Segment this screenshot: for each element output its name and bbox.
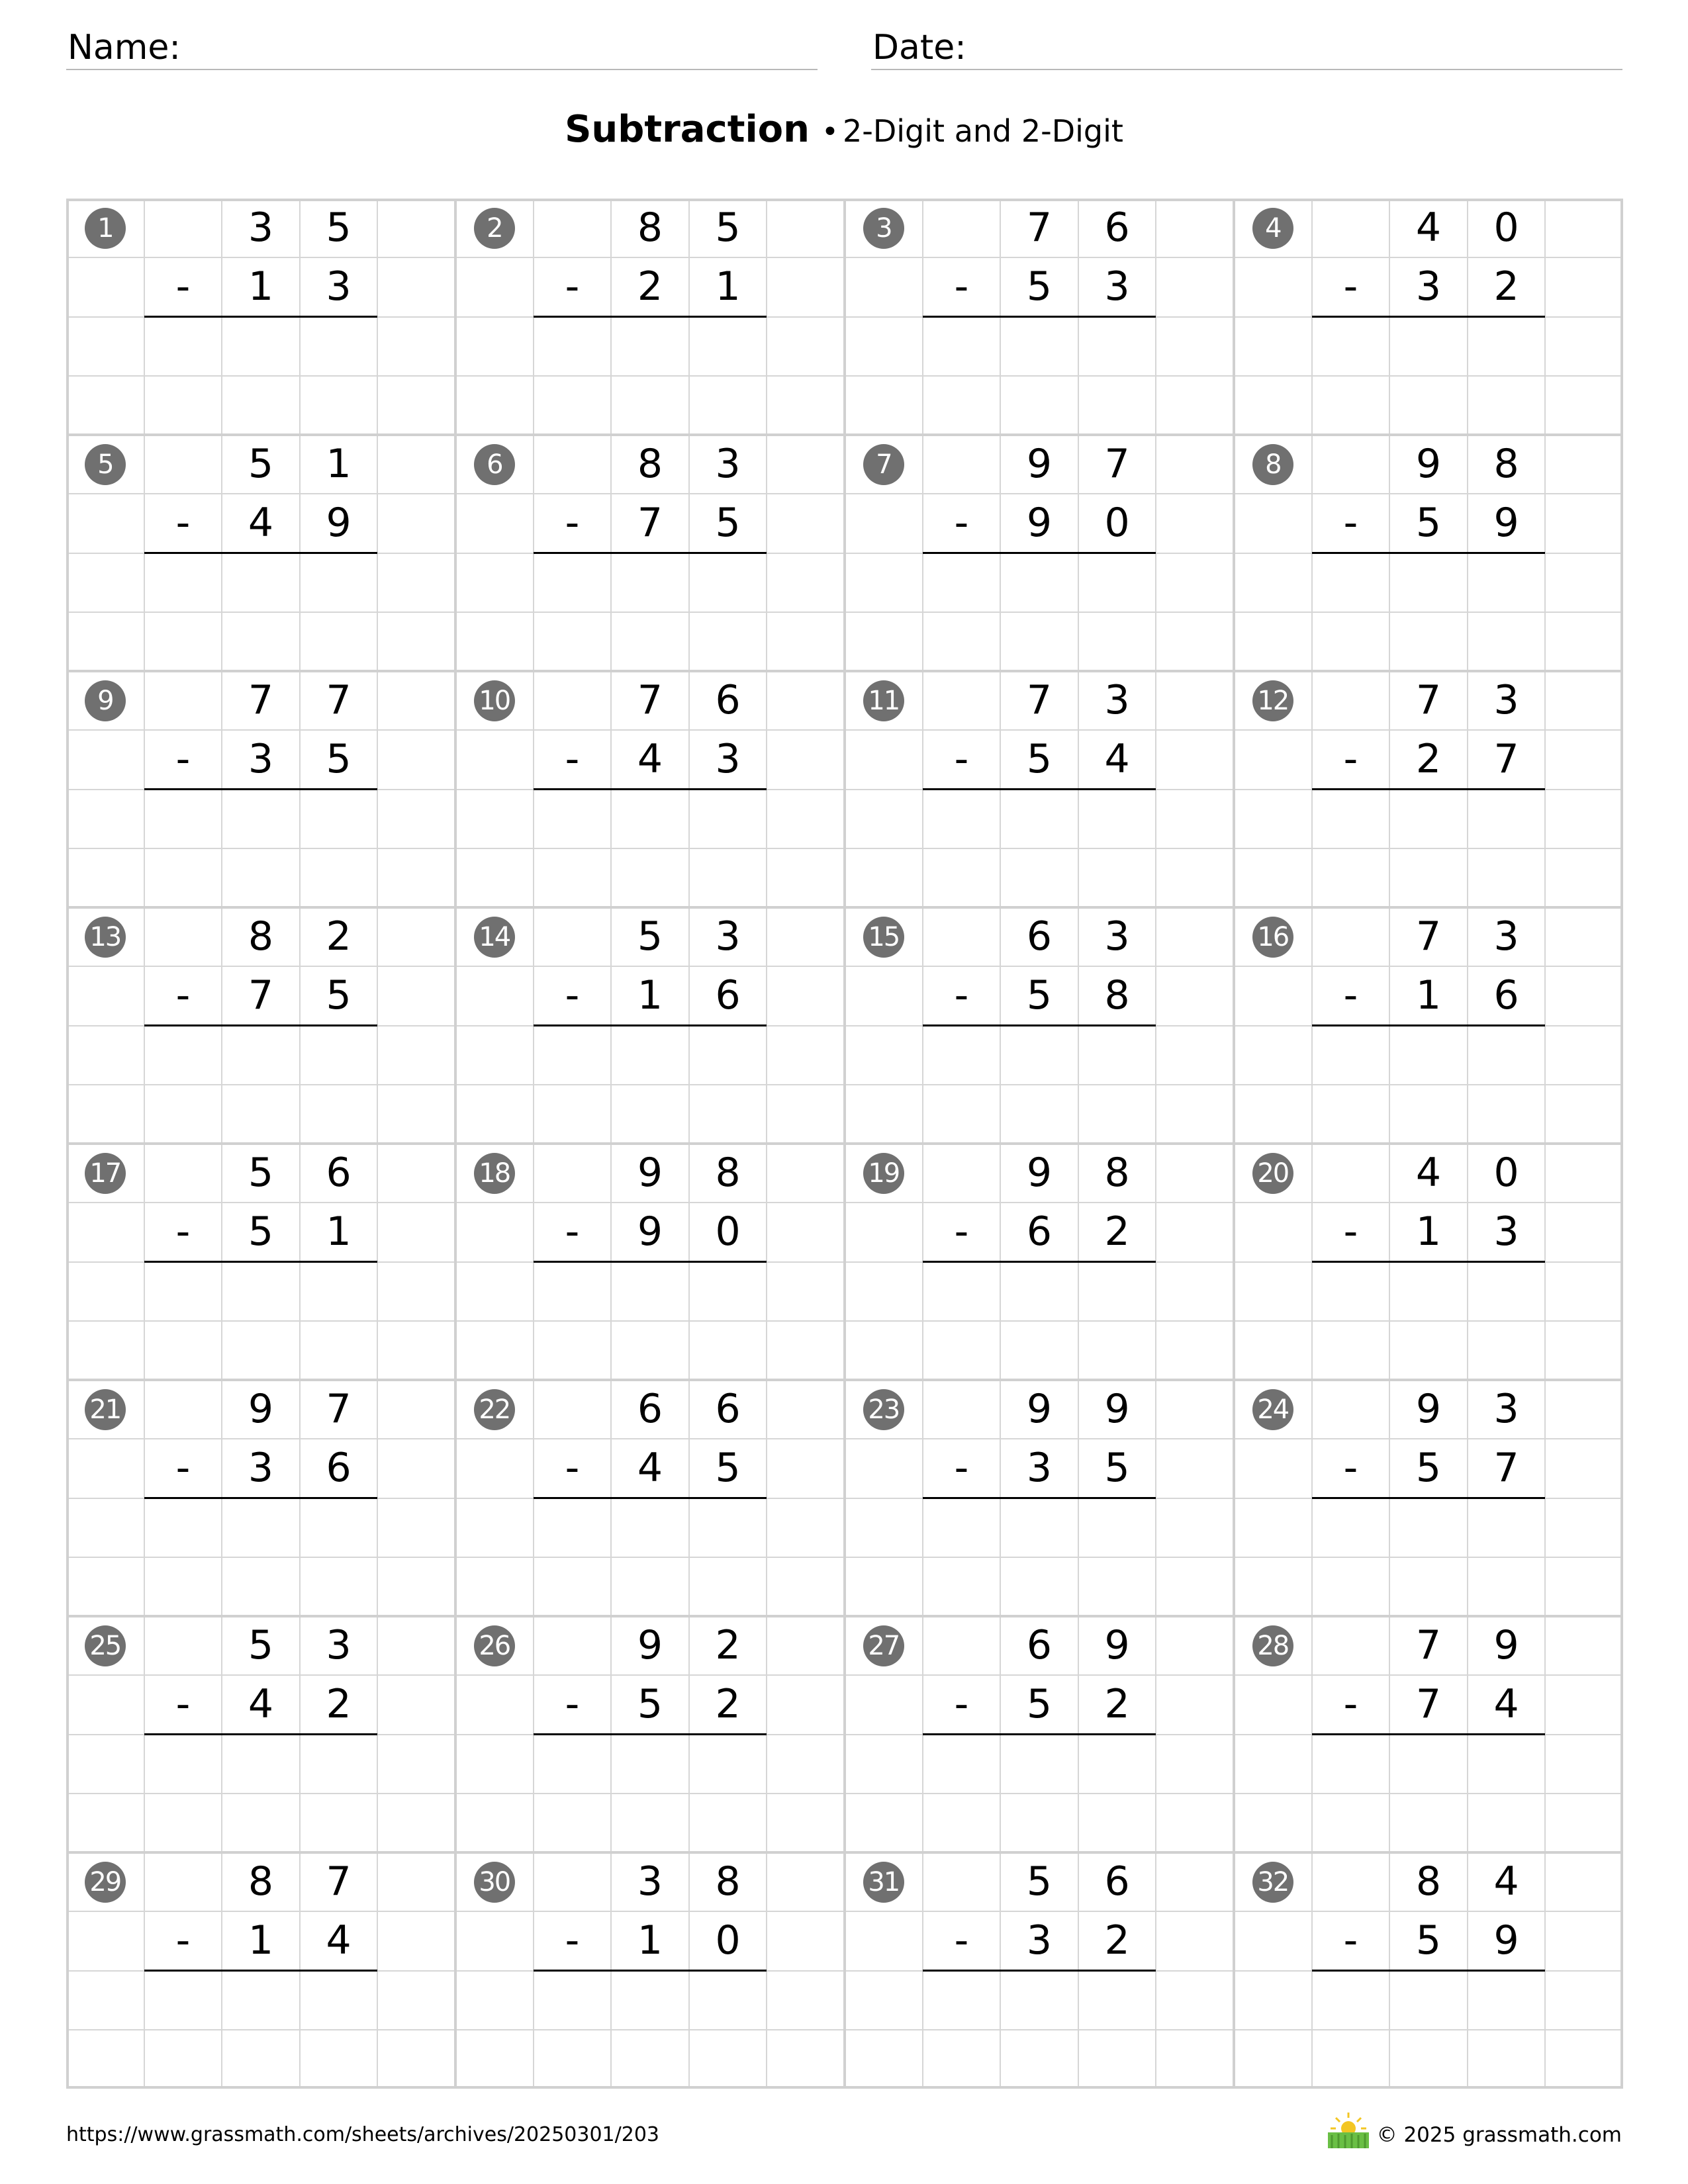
footer-copyright: © 2025 grassmath.com	[1376, 2123, 1622, 2147]
problem-number-badge: 11	[863, 680, 904, 721]
minus-sign: -	[1343, 1917, 1358, 1964]
problem	[455, 671, 845, 907]
subtrahend-digit: 1	[248, 263, 274, 310]
problem-number-badge: 21	[85, 1389, 126, 1430]
problem-number-badge: 31	[863, 1862, 904, 1903]
subtrahend-digit: 2	[1104, 1917, 1130, 1964]
problem	[455, 1144, 845, 1380]
answer-area[interactable]	[144, 790, 378, 848]
minuend-digit: 9	[1493, 1622, 1519, 1668]
answer-area[interactable]	[534, 1971, 767, 2030]
answer-area[interactable]	[534, 1026, 767, 1085]
minuend-digit: 3	[1104, 913, 1130, 960]
subtrahend-digit: 7	[637, 500, 663, 547]
minuend-digit: 8	[637, 441, 663, 487]
problem	[1234, 907, 1623, 1144]
problem-number-badge: 5	[85, 444, 126, 485]
problem	[1234, 1852, 1623, 2089]
minuend-digit: 3	[1493, 677, 1519, 723]
minuend-digit: 6	[1026, 913, 1053, 960]
problem-number-badge: 6	[474, 444, 515, 485]
subtrahend-digit: 4	[326, 1917, 352, 1964]
name-label: Name:	[68, 28, 181, 68]
subtrahend-digit: 4	[1493, 1681, 1519, 1728]
subtrahend-digit: 4	[248, 1681, 274, 1728]
minuend-digit: 8	[1493, 441, 1519, 487]
answer-area[interactable]	[1312, 553, 1546, 612]
minuend-digit: 5	[326, 205, 352, 251]
answer-area[interactable]	[1312, 1026, 1546, 1085]
answer-area[interactable]	[144, 1735, 378, 1794]
minuend-digit: 2	[715, 1622, 741, 1668]
problem-number-badge: 1	[85, 208, 126, 249]
problem	[455, 199, 845, 435]
minuend-digit: 9	[1026, 1150, 1053, 1196]
subtrahend-digit: 1	[326, 1208, 352, 1255]
problem	[1234, 435, 1623, 671]
minuend-digit: 3	[248, 205, 274, 251]
answer-area[interactable]	[144, 317, 378, 376]
minus-sign: -	[175, 1917, 191, 1964]
minuend-digit: 6	[1104, 1858, 1130, 1905]
date-label: Date:	[872, 28, 966, 68]
minuend-digit: 3	[637, 1858, 663, 1905]
minuend-digit: 4	[1415, 205, 1442, 251]
subtrahend-digit: 4	[637, 1445, 663, 1492]
minuend-digit: 7	[1026, 205, 1053, 251]
subtrahend-digit: 5	[326, 736, 352, 783]
problem	[1234, 1380, 1623, 1616]
problem	[455, 435, 845, 671]
answer-area[interactable]	[144, 1971, 378, 2030]
title-subtitle: 2-Digit and 2-Digit	[842, 113, 1123, 149]
problem-number-badge: 18	[474, 1153, 515, 1194]
minuend-digit: 3	[1104, 677, 1130, 723]
problem	[1234, 199, 1623, 435]
problem-number-badge: 32	[1252, 1862, 1293, 1903]
minuend-digit: 3	[715, 913, 741, 960]
problem	[66, 199, 455, 435]
grass-sun-logo-icon	[1327, 2109, 1370, 2150]
minuend-digit: 8	[1415, 1858, 1442, 1905]
problem-number-badge: 13	[85, 917, 126, 958]
minuend-digit: 5	[248, 1150, 274, 1196]
problem-number-badge: 3	[863, 208, 904, 249]
minus-sign: -	[565, 1208, 580, 1255]
page-title	[0, 106, 1688, 162]
subtrahend-digit: 5	[1415, 1917, 1442, 1964]
minus-sign: -	[175, 500, 191, 547]
minus-sign: -	[1343, 500, 1358, 547]
minuend-digit: 9	[1104, 1386, 1130, 1432]
minuend-digit: 6	[715, 1386, 741, 1432]
minuend-digit: 0	[1493, 205, 1519, 251]
subtrahend-digit: 5	[326, 972, 352, 1019]
subtrahend-digit: 3	[1026, 1445, 1053, 1492]
problem	[1234, 671, 1623, 907]
problem-number-badge: 30	[474, 1862, 515, 1903]
minuend-digit: 7	[326, 1858, 352, 1905]
problem	[66, 435, 455, 671]
problem	[66, 671, 455, 907]
problem	[845, 907, 1234, 1144]
answer-area[interactable]	[534, 553, 767, 612]
answer-area[interactable]	[534, 1735, 767, 1794]
subtrahend-digit: 5	[1415, 500, 1442, 547]
subtrahend-digit: 4	[248, 500, 274, 547]
problem	[845, 435, 1234, 671]
subtrahend-digit: 2	[637, 263, 663, 310]
subtrahend-digit: 3	[1415, 263, 1442, 310]
minuend-digit: 9	[1026, 441, 1053, 487]
subtrahend-digit: 5	[715, 1445, 741, 1492]
subtrahend-digit: 3	[1104, 263, 1130, 310]
minus-sign: -	[175, 263, 191, 310]
subtrahend-digit: 2	[1104, 1681, 1130, 1728]
problem	[66, 907, 455, 1144]
answer-area[interactable]	[923, 1971, 1156, 2030]
subtrahend-digit: 2	[1104, 1208, 1130, 1255]
minuend-digit: 9	[248, 1386, 274, 1432]
problem-number-badge: 10	[474, 680, 515, 721]
problem-number-badge: 22	[474, 1389, 515, 1430]
minus-sign: -	[565, 1681, 580, 1728]
minuend-digit: 9	[637, 1622, 663, 1668]
minuend-digit: 6	[715, 677, 741, 723]
answer-area[interactable]	[1312, 1971, 1546, 2030]
minuend-digit: 7	[1415, 677, 1442, 723]
subtrahend-digit: 5	[1104, 1445, 1130, 1492]
problem	[845, 199, 1234, 435]
problem-number-badge: 28	[1252, 1625, 1293, 1666]
minuend-digit: 8	[1104, 1150, 1130, 1196]
problem-grid	[66, 199, 1623, 2089]
minuend-digit: 7	[1415, 1622, 1442, 1668]
answer-area[interactable]	[923, 1262, 1156, 1321]
minuend-digit: 9	[637, 1150, 663, 1196]
minus-sign: -	[1343, 1681, 1358, 1728]
minus-sign: -	[565, 736, 580, 783]
minuend-digit: 5	[637, 913, 663, 960]
minuend-digit: 7	[326, 677, 352, 723]
answer-area[interactable]	[144, 553, 378, 612]
subtrahend-digit: 9	[1493, 1917, 1519, 1964]
minus-sign: -	[954, 1208, 969, 1255]
answer-area[interactable]	[534, 790, 767, 848]
problem-number-badge: 25	[85, 1625, 126, 1666]
subtrahend-digit: 1	[248, 1917, 274, 1964]
minuend-digit: 3	[1493, 913, 1519, 960]
subtrahend-digit: 5	[1026, 972, 1053, 1019]
subtrahend-digit: 3	[326, 263, 352, 310]
minus-sign: -	[1343, 1208, 1358, 1255]
problem	[845, 1852, 1234, 2089]
answer-area[interactable]	[923, 1026, 1156, 1085]
minuend-digit: 5	[715, 205, 741, 251]
minus-sign: -	[565, 972, 580, 1019]
subtrahend-digit: 2	[1415, 736, 1442, 783]
answer-area[interactable]	[923, 317, 1156, 376]
subtrahend-digit: 3	[1493, 1208, 1519, 1255]
problem-number-badge: 20	[1252, 1153, 1293, 1194]
problem-number-badge: 8	[1252, 444, 1293, 485]
answer-area[interactable]	[923, 790, 1156, 848]
answer-area[interactable]	[534, 1498, 767, 1557]
minus-sign: -	[954, 263, 969, 310]
problem	[66, 1616, 455, 1852]
subtrahend-digit: 6	[715, 972, 741, 1019]
minus-sign: -	[175, 736, 191, 783]
minuend-digit: 6	[326, 1150, 352, 1196]
problem	[845, 1380, 1234, 1616]
problem	[455, 1852, 845, 2089]
subtrahend-digit: 3	[248, 1445, 274, 1492]
subtrahend-digit: 1	[1415, 1208, 1442, 1255]
answer-area[interactable]	[1312, 317, 1546, 376]
minus-sign: -	[954, 1917, 969, 1964]
minuend-digit: 8	[637, 205, 663, 251]
minus-sign: -	[1343, 263, 1358, 310]
subtrahend-digit: 6	[1026, 1208, 1053, 1255]
answer-area[interactable]	[923, 553, 1156, 612]
subtrahend-digit: 5	[248, 1208, 274, 1255]
subtrahend-digit: 0	[1104, 500, 1130, 547]
subtrahend-digit: 5	[715, 500, 741, 547]
minuend-digit: 3	[1493, 1386, 1519, 1432]
minus-sign: -	[954, 972, 969, 1019]
minuend-digit: 9	[1104, 1622, 1130, 1668]
problem-number-badge: 12	[1252, 680, 1293, 721]
subtrahend-digit: 4	[1104, 736, 1130, 783]
minuend-digit: 7	[1104, 441, 1130, 487]
problem-number-badge: 26	[474, 1625, 515, 1666]
problem-number-badge: 4	[1252, 208, 1293, 249]
date-field[interactable]	[871, 24, 1622, 70]
minuend-digit: 7	[326, 1386, 352, 1432]
minuend-digit: 9	[1415, 1386, 1442, 1432]
problem	[1234, 1616, 1623, 1852]
minuend-digit: 3	[715, 441, 741, 487]
name-field[interactable]	[66, 24, 818, 70]
minus-sign: -	[175, 1445, 191, 1492]
subtrahend-digit: 5	[1026, 1681, 1053, 1728]
subtrahend-digit: 3	[1026, 1917, 1053, 1964]
answer-area[interactable]	[1312, 1735, 1546, 1794]
problem-number-badge: 14	[474, 917, 515, 958]
problem-number-badge: 24	[1252, 1389, 1293, 1430]
minuend-digit: 1	[326, 441, 352, 487]
minus-sign: -	[565, 1445, 580, 1492]
minuend-digit: 7	[1026, 677, 1053, 723]
subtrahend-digit: 8	[1104, 972, 1130, 1019]
problem-number-badge: 9	[85, 680, 126, 721]
subtrahend-digit: 9	[637, 1208, 663, 1255]
answer-area[interactable]	[1312, 790, 1546, 848]
minuend-digit: 4	[1415, 1150, 1442, 1196]
problem-number-badge: 7	[863, 444, 904, 485]
problem	[845, 671, 1234, 907]
problem	[66, 1852, 455, 2089]
minuend-digit: 7	[637, 677, 663, 723]
minuend-digit: 7	[1415, 913, 1442, 960]
subtrahend-digit: 0	[715, 1208, 741, 1255]
minuend-digit: 8	[248, 1858, 274, 1905]
subtrahend-digit: 2	[1493, 263, 1519, 310]
minuend-digit: 3	[326, 1622, 352, 1668]
subtrahend-digit: 6	[326, 1445, 352, 1492]
minuend-digit: 2	[326, 913, 352, 960]
answer-area[interactable]	[923, 1735, 1156, 1794]
problem	[1234, 1144, 1623, 1380]
subtrahend-digit: 1	[1415, 972, 1442, 1019]
problem	[455, 907, 845, 1144]
subtrahend-digit: 0	[715, 1917, 741, 1964]
problem-number-badge: 29	[85, 1862, 126, 1903]
minus-sign: -	[1343, 972, 1358, 1019]
minuend-digit: 7	[248, 677, 274, 723]
problem	[455, 1616, 845, 1852]
minus-sign: -	[175, 1681, 191, 1728]
answer-area[interactable]	[923, 1498, 1156, 1557]
minuend-digit: 9	[1026, 1386, 1053, 1432]
subtrahend-digit: 7	[1493, 1445, 1519, 1492]
minus-sign: -	[954, 1681, 969, 1728]
subtrahend-digit: 4	[637, 736, 663, 783]
title-separator: •	[821, 115, 839, 149]
subtrahend-digit: 5	[637, 1681, 663, 1728]
minuend-digit: 8	[248, 913, 274, 960]
minuend-digit: 6	[637, 1386, 663, 1432]
subtrahend-digit: 5	[1026, 263, 1053, 310]
minuend-digit: 6	[1104, 205, 1130, 251]
problem	[66, 1380, 455, 1616]
subtrahend-digit: 9	[1493, 500, 1519, 547]
subtrahend-digit: 7	[248, 972, 274, 1019]
subtrahend-digit: 1	[637, 1917, 663, 1964]
title-main: Subtraction	[565, 108, 810, 151]
subtrahend-digit: 5	[1026, 736, 1053, 783]
minus-sign: -	[954, 500, 969, 547]
answer-area[interactable]	[534, 1262, 767, 1321]
minus-sign: -	[954, 1445, 969, 1492]
problem-number-badge: 27	[863, 1625, 904, 1666]
answer-area[interactable]	[144, 1026, 378, 1085]
answer-area[interactable]	[144, 1262, 378, 1321]
footer-url: https://www.grassmath.com/sheets/archives/20250301/203	[66, 2123, 660, 2146]
minuend-digit: 9	[1415, 441, 1442, 487]
minus-sign: -	[954, 736, 969, 783]
subtrahend-digit: 5	[1415, 1445, 1442, 1492]
subtrahend-digit: 9	[326, 500, 352, 547]
subtrahend-digit: 6	[1493, 972, 1519, 1019]
minuend-digit: 0	[1493, 1150, 1519, 1196]
answer-area[interactable]	[144, 1498, 378, 1557]
minus-sign: -	[175, 972, 191, 1019]
problem	[455, 1380, 845, 1616]
subtrahend-digit: 7	[1493, 736, 1519, 783]
minuend-digit: 8	[715, 1858, 741, 1905]
subtrahend-digit: 1	[637, 972, 663, 1019]
problem-number-badge: 17	[85, 1153, 126, 1194]
answer-area[interactable]	[534, 317, 767, 376]
answer-area[interactable]	[1312, 1498, 1546, 1557]
problem	[845, 1616, 1234, 1852]
subtrahend-digit: 9	[1026, 500, 1053, 547]
problem	[845, 1144, 1234, 1380]
minus-sign: -	[565, 263, 580, 310]
minus-sign: -	[1343, 736, 1358, 783]
problem-number-badge: 15	[863, 917, 904, 958]
minus-sign: -	[565, 1917, 580, 1964]
minuend-digit: 8	[715, 1150, 741, 1196]
minuend-digit: 6	[1026, 1622, 1053, 1668]
problem-number-badge: 16	[1252, 917, 1293, 958]
minuend-digit: 5	[248, 441, 274, 487]
problem	[66, 1144, 455, 1380]
minus-sign: -	[565, 500, 580, 547]
subtrahend-digit: 3	[248, 736, 274, 783]
minuend-digit: 5	[248, 1622, 274, 1668]
problem-number-badge: 23	[863, 1389, 904, 1430]
problem-number-badge: 2	[474, 208, 515, 249]
subtrahend-digit: 1	[715, 263, 741, 310]
minus-sign: -	[1343, 1445, 1358, 1492]
subtrahend-digit: 3	[715, 736, 741, 783]
minuend-digit: 4	[1493, 1858, 1519, 1905]
subtrahend-digit: 2	[326, 1681, 352, 1728]
subtrahend-digit: 7	[1415, 1681, 1442, 1728]
minuend-digit: 5	[1026, 1858, 1053, 1905]
problem-number-badge: 19	[863, 1153, 904, 1194]
answer-area[interactable]	[1312, 1262, 1546, 1321]
minus-sign: -	[175, 1208, 191, 1255]
subtrahend-digit: 2	[715, 1681, 741, 1728]
